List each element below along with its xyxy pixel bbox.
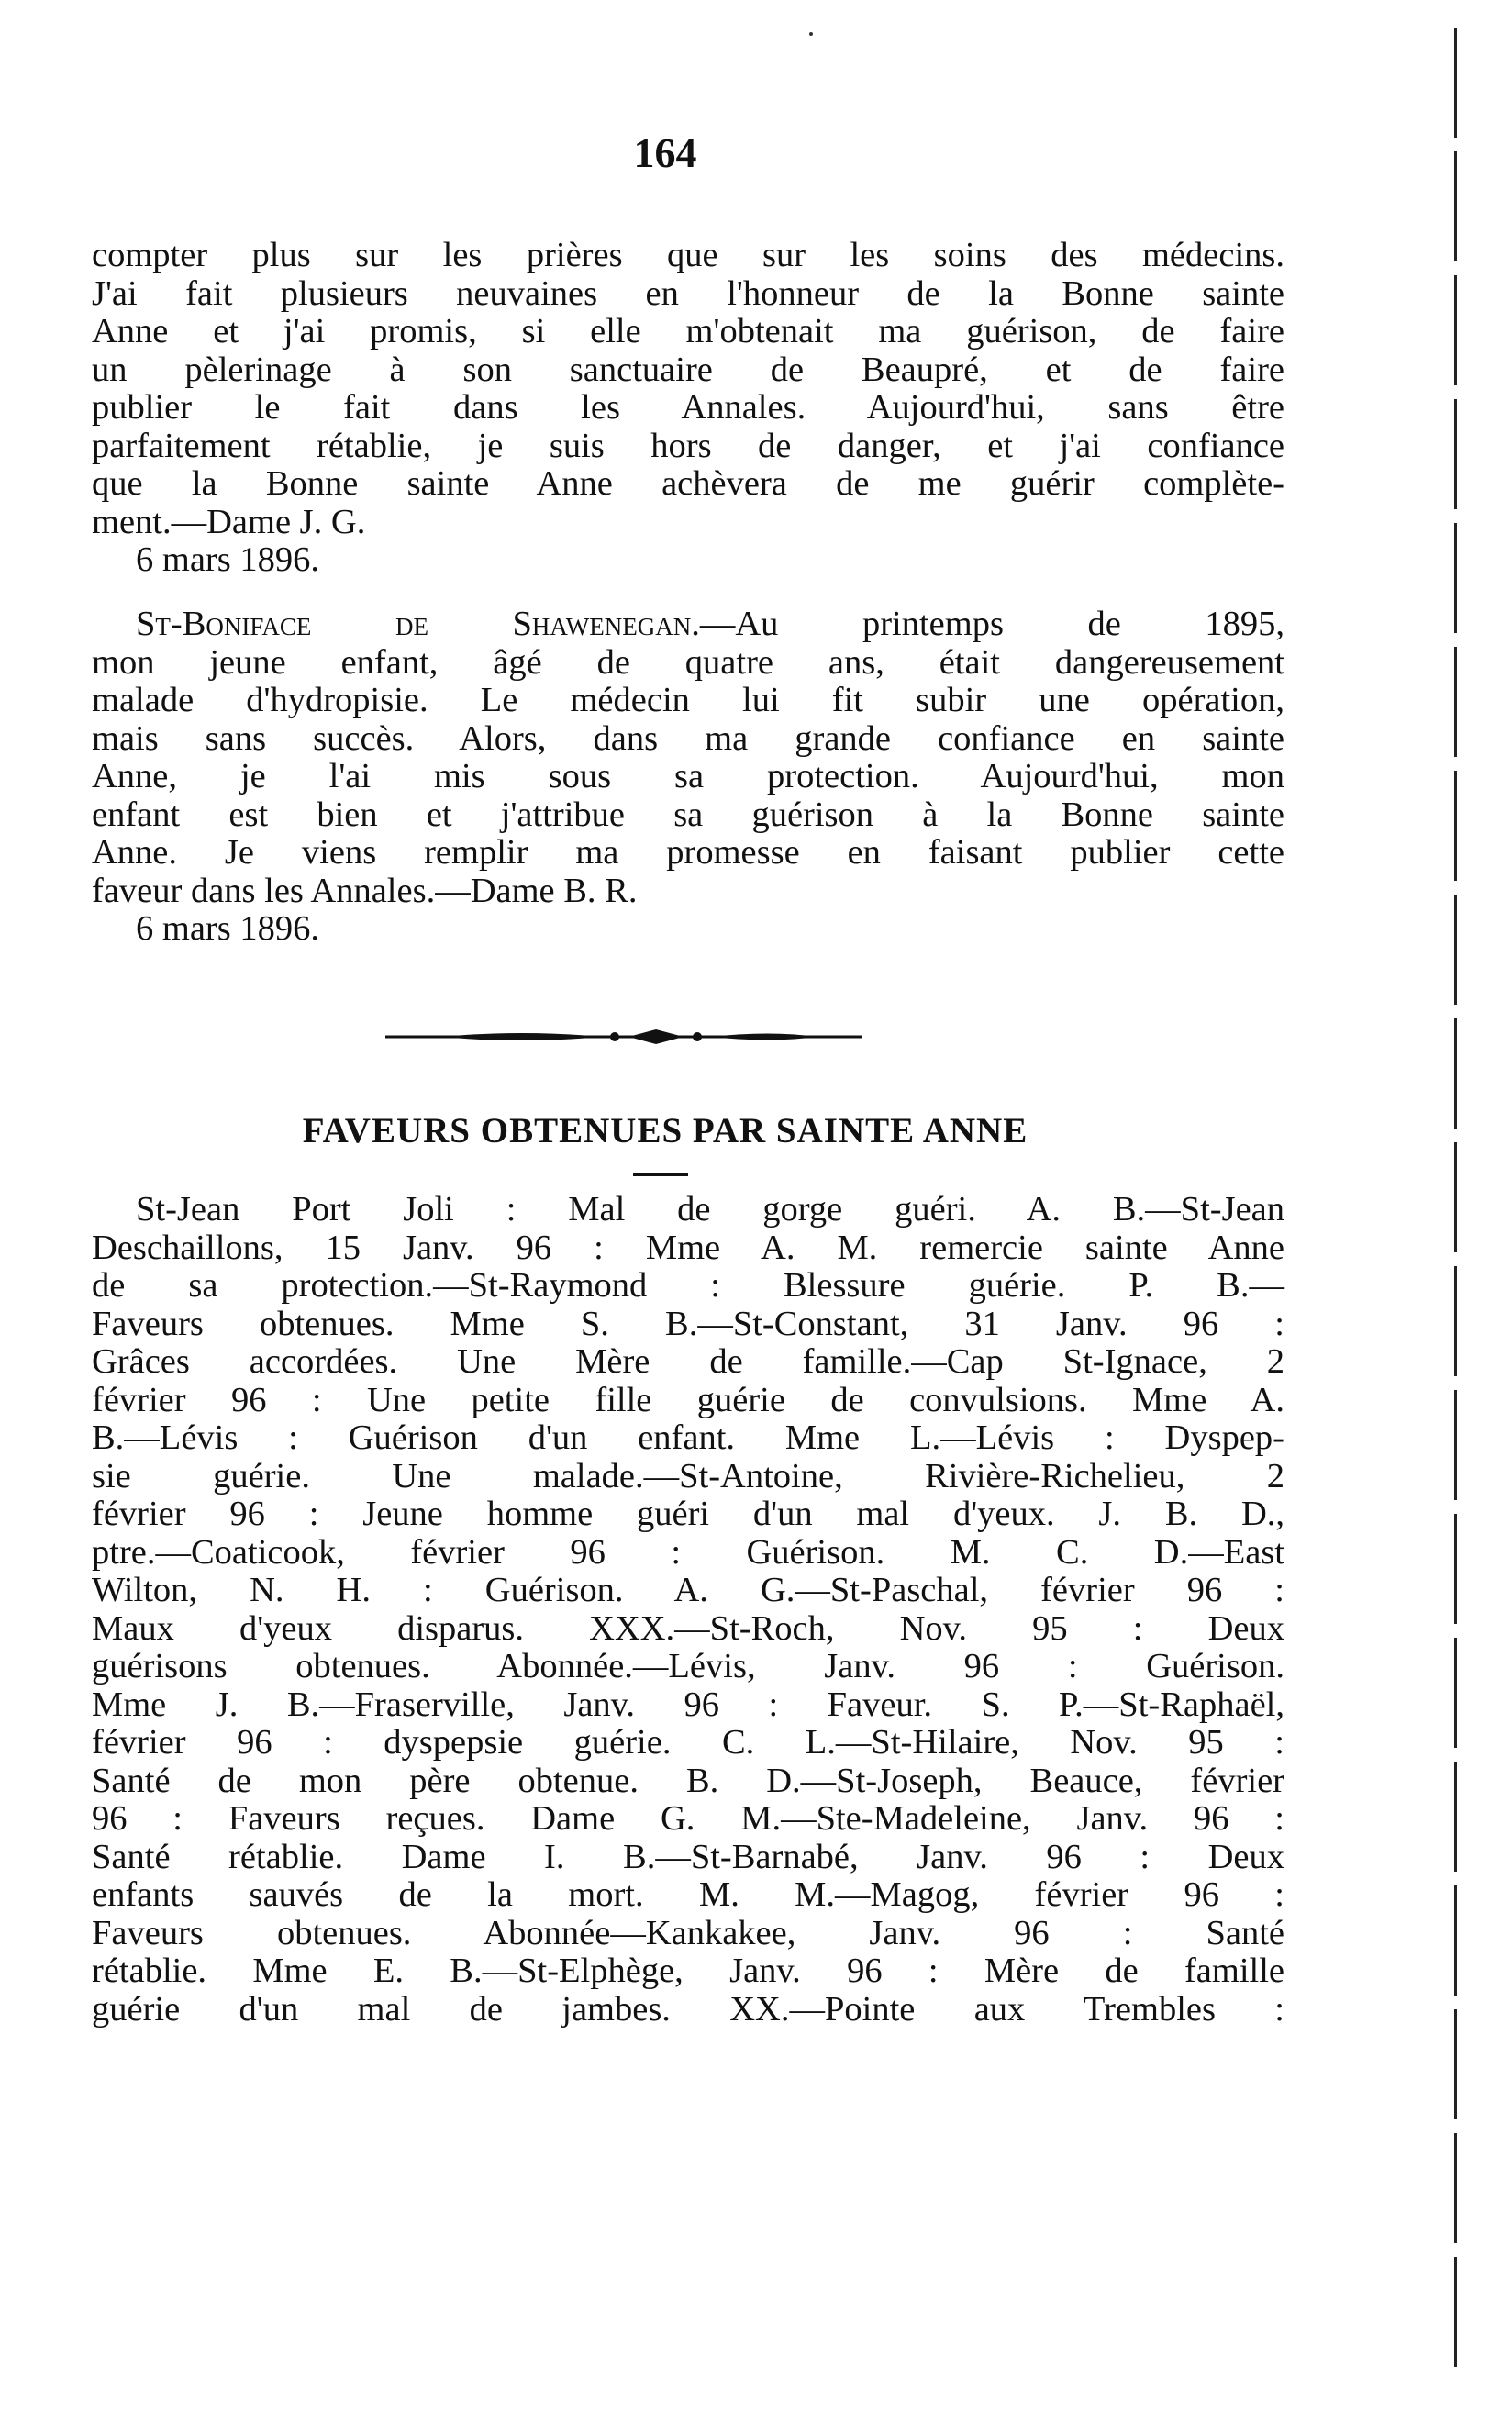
heading-rule xyxy=(633,1173,688,1176)
text-line: Anne. Je viens remplir ma promesse en faisant publier cette xyxy=(92,833,1284,872)
text-line: Santé de mon père obtenue. B. D.—St-Joseph, Beauce, février xyxy=(92,1761,1284,1800)
text-line: février 96 : dyspepsie guérie. C. L.—St-Hilaire, Nov. 95 : xyxy=(92,1723,1284,1762)
text-line: Mme J. B.—Fraserville, Janv. 96 : Faveur. S. P.—St-Raphaël, xyxy=(92,1685,1284,1724)
text-line: malade d'hydropisie. Le médecin lui fit subir une opération, xyxy=(92,681,1284,719)
text-line: Grâces accordées. Une Mère de famille.—Cap St-Ignace, 2 xyxy=(92,1342,1284,1381)
text-line: sie guérie. Une malade.—St-Antoine, Rivière-Richelieu, 2 xyxy=(92,1456,1284,1496)
page-number: 164 xyxy=(633,129,697,176)
testimony-paragraph-1 xyxy=(92,237,1284,580)
text-line: 96 : Faveurs reçues. Dame G. M.—Ste-Madeleine, Janv. 96 : xyxy=(92,1799,1284,1838)
favours-list-paragraph xyxy=(92,1191,1284,2029)
text-line: enfants sauvés de la mort. M. M.—Magog, février 96 : xyxy=(92,1875,1284,1914)
text-line: Anne, je l'ai mis sous sa protection. Aujourd'hui, mon xyxy=(92,757,1284,795)
text-line: février 96 : Jeune homme guéri d'un mal d'yeux. J. B. D., xyxy=(92,1495,1284,1533)
text-line: faveur dans les Annales.—Dame B. R. xyxy=(92,871,638,910)
page-edge-rule xyxy=(1454,28,1457,2376)
text-line: février 96 : Une petite fille guérie de convulsions. Mme A. xyxy=(92,1380,1284,1419)
text-line: J'ai fait plusieurs neuvaines en l'honneur de la Bonne sainte xyxy=(92,273,1284,313)
text-line: Wilton, N. H. : Guérison. A. G.—St-Paschal, février 96 : xyxy=(92,1571,1284,1609)
text-line: que la Bonne sainte Anne achèvera de me guérir complète- xyxy=(92,464,1284,503)
text-line: ptre.—Coaticook, février 96 : Guérison. M. C. D.—East xyxy=(92,1532,1284,1572)
text-line xyxy=(92,606,1284,644)
ornamental-divider xyxy=(385,1028,862,1046)
text-line: Deschaillons, 15 Janv. 96 : Mme A. M. remercie sainte Anne xyxy=(92,1228,1284,1267)
testimony-date: 6 mars 1896. xyxy=(136,540,319,579)
text-line: parfaitement rétablie, je suis hors de danger, et j'ai confiance xyxy=(92,426,1284,465)
text-line: St-Jean Port Joli : Mal de gorge guéri. A. B.—St-Jean xyxy=(136,1190,1284,1229)
testimony-date: 6 mars 1896. xyxy=(136,909,319,948)
text-line: mais sans succès. Alors, dans ma grande confiance en sainte xyxy=(92,718,1284,758)
text-line: mon jeune enfant, âgé de quatre ans, était dangereusement xyxy=(92,642,1284,682)
text-line: Maux d'yeux disparus. XXX.—St-Roch, Nov. 95 : Deux xyxy=(92,1608,1284,1648)
text-run: —Au printemps de 1895, xyxy=(699,605,1285,643)
speck-mark xyxy=(809,32,813,36)
place-name: St-Boniface de Shawenegan. xyxy=(136,605,700,643)
section-heading: FAVEURS OBTENUES PAR SAINTE ANNE xyxy=(302,1111,1028,1151)
text-line: Faveurs obtenues. Abonnée—Kankakee, Janv. 96 : Santé xyxy=(92,1913,1284,1952)
text-line: Faveurs obtenues. Mme S. B.—St-Constant, 31 Janv. 96 : xyxy=(92,1304,1284,1343)
text-line: compter plus sur les prières que sur les soins des médecins. xyxy=(92,236,1284,274)
text-line: guérie d'un mal de jambes. XX.—Pointe aux Trembles : xyxy=(92,1989,1284,2029)
text-line: de sa protection.—St-Raymond : Blessure guérie. P. B.— xyxy=(92,1266,1284,1305)
text-line: un pèlerinage à son sanctuaire de Beaupré, et de faire xyxy=(92,350,1284,389)
text-line: enfant est bien et j'attribue sa guérison à la Bonne sainte xyxy=(92,795,1284,834)
text-line: publier le fait dans les Annales. Aujourd'hui, sans être xyxy=(92,388,1284,427)
text-line: Anne et j'ai promis, si elle m'obtenait ma guérison, de faire xyxy=(92,312,1284,350)
text-line: Santé rétablie. Dame I. B.—St-Barnabé, Janv. 96 : Deux xyxy=(92,1837,1284,1876)
text-line: B.—Lévis : Guérison d'un enfant. Mme L.—Lévis : Dyspep- xyxy=(92,1418,1284,1457)
text-line: rétablie. Mme E. B.—St-Elphège, Janv. 96 : Mère de famille xyxy=(92,1952,1284,1990)
text-line: guérisons obtenues. Abonnée.—Lévis, Janv. 96 : Guérison. xyxy=(92,1647,1284,1685)
text-line: ment.—Dame J. G. xyxy=(92,502,366,541)
testimony-paragraph-2 xyxy=(92,606,1284,949)
